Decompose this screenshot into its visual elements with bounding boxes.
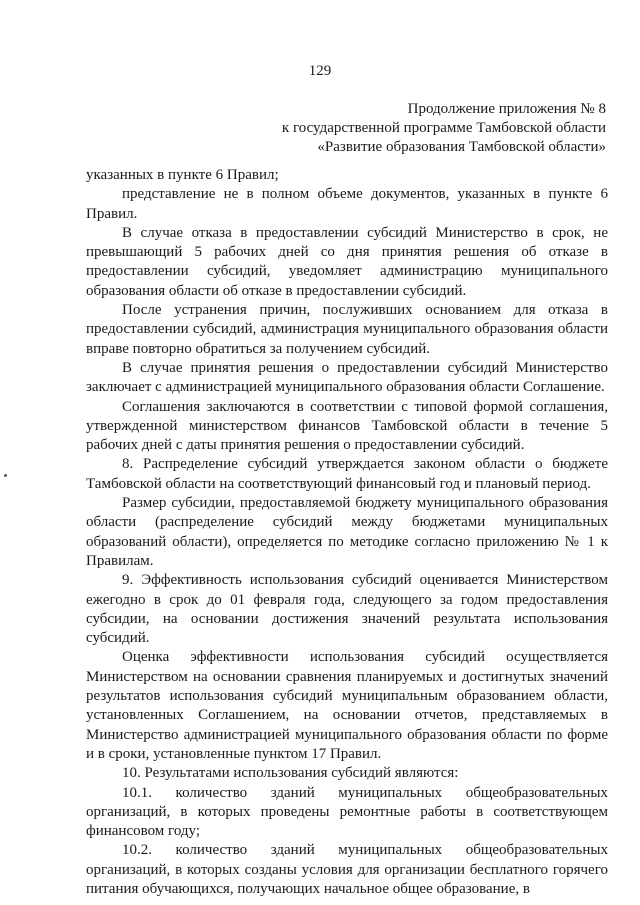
paragraph: 10.2. количество зданий муниципальных общеобразовательных организаций, в которых созданы условия для организации бесплатного горячего питания обучающихся, получающих начальное общее образование, в: [86, 842, 608, 897]
paragraph: Размер субсидии, предоставляемой бюджету муниципального образования области (распределение субсидий между бюджетами муниципальных образований области), определяется по методике согласно приложению № 1 к Правилам.: [86, 495, 608, 569]
scan-mark: [4, 474, 7, 477]
header-line: к государственной программе Тамбовской области: [281, 120, 606, 136]
paragraph: После устранения причин, послуживших основанием для отказа в предоставлении субсидий, администрация муниципального образования области вправе повторно обратиться за получением субсидий.: [86, 302, 608, 357]
paragraph: указанных в пункте 6 Правил;: [86, 167, 279, 183]
paragraph: 10. Результатами использования субсидий являются:: [122, 765, 459, 782]
paragraph: Оценка эффективности использования субсидий осуществляется Министерством на основании сравнения планируемых и достигнутых значений результатов использования субсидий муниципальным образованием области, установленных Соглашением, на основании отчетов, представляемых в Министерство администрацией муниципального образования области по форме и в сроки, установленные пунктом 17 Правил.: [86, 649, 608, 762]
page-number: 129: [308, 63, 332, 79]
paragraph: В случае принятия решения о предоставлении субсидий Министерство заключает с администрацией муниципального образования области Соглашение.: [86, 359, 608, 396]
paragraph: В случае отказа в предоставлении субсидий Министерство в срок, не превышающий 5 рабочих дней со дня принятия решения об отказе в предоставлении субсидий, уведомляет администрацию муниципального образования области об отказе в предоставлении субсидий.: [86, 224, 608, 299]
paragraph: 10.1. количество зданий муниципальных общеобразовательных организаций, в которых проведены ремонтные работы в соответствующем финансовом году;: [86, 784, 608, 840]
paragraph: 9. Эффективность использования субсидий оценивается Министерством ежегодно в срок до 01 февраля года, следующего за годом предоставления субсидии, на основании достижения значений результата использования субсидий.: [86, 572, 608, 647]
header-line: Продолжение приложения № 8: [407, 101, 606, 117]
paragraph: Соглашения заключаются в соответствии с типовой формой соглашения, утвержденной министерством финансов Тамбовской области в течение 5 рабочих дней с даты принятия решения о предоставлении субсидий.: [86, 398, 608, 454]
paragraph: 8. Распределение субсидий утверждается законом области о бюджете Тамбовской области на соответствующий финансовый год и плановый период.: [86, 456, 608, 492]
appendix-header: [186, 100, 606, 157]
header-line: «Развитие образования Тамбовской области»: [317, 139, 606, 155]
paragraph: представление не в полном объеме документов, указанных в пункте 6 Правил.: [86, 186, 608, 222]
document-body: [86, 166, 608, 899]
